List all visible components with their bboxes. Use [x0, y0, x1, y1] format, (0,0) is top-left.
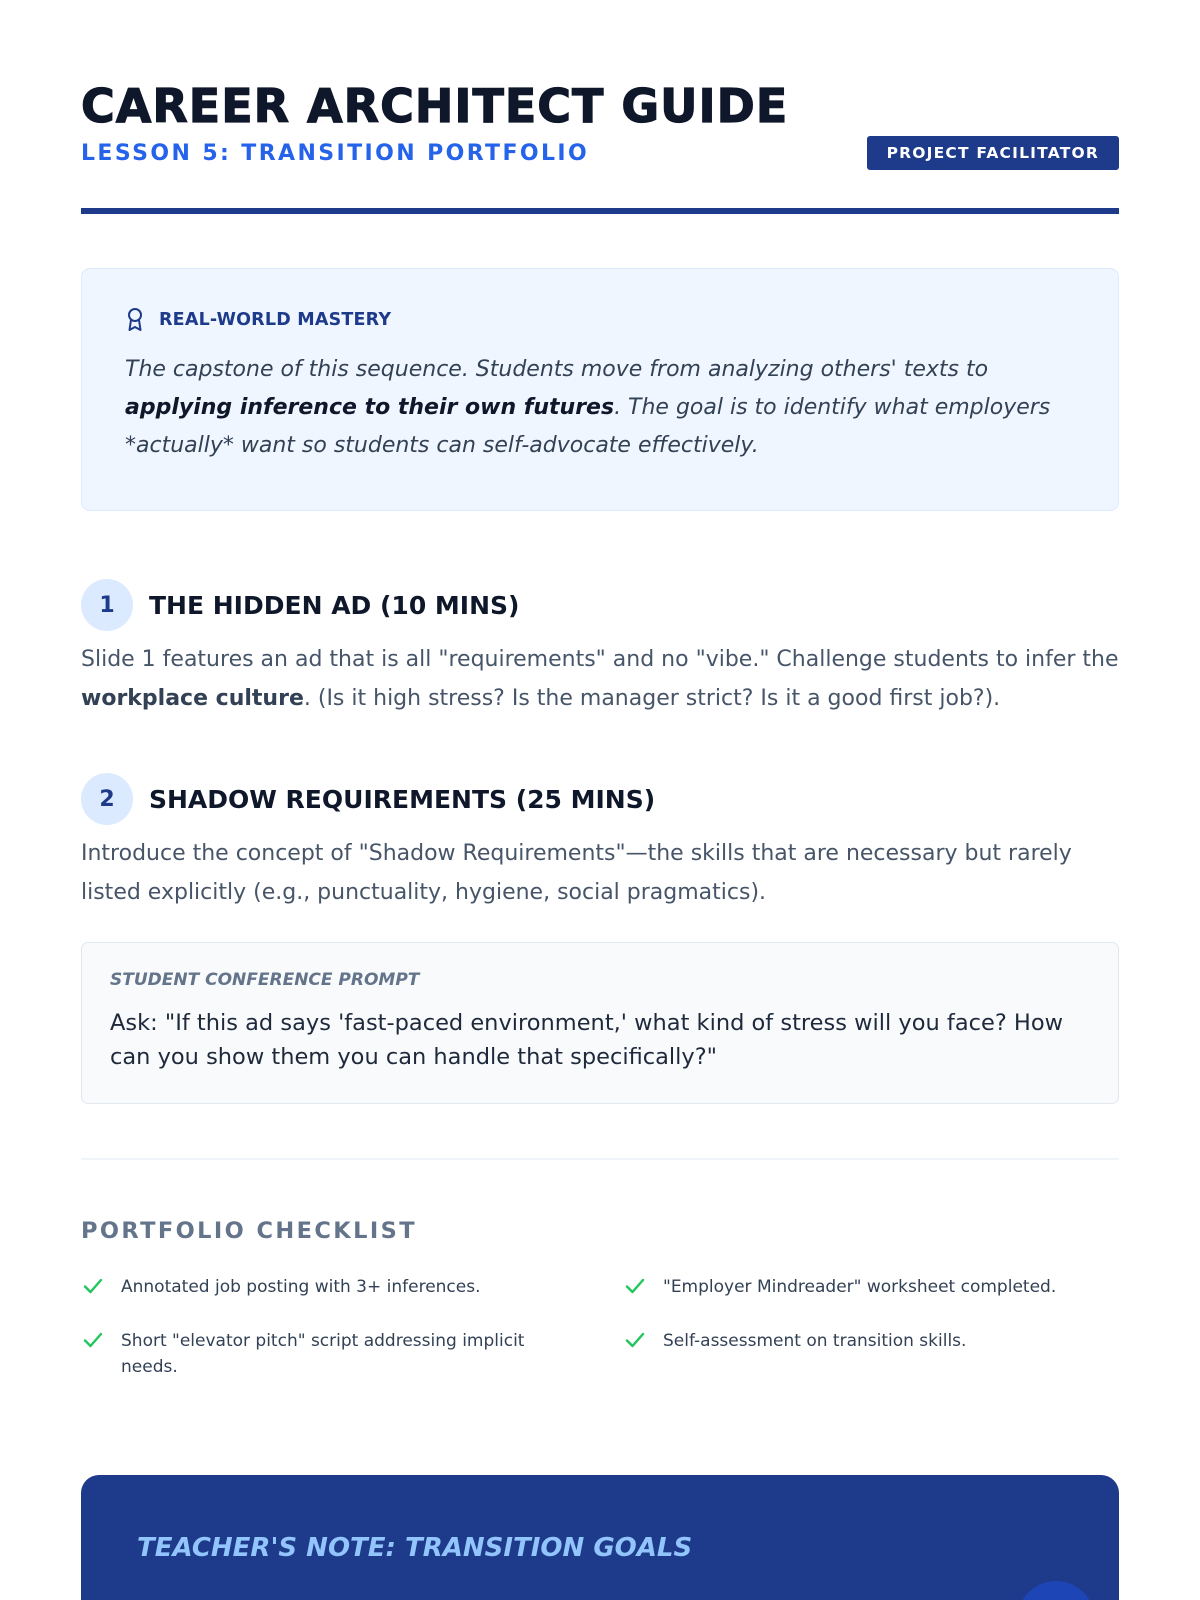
- teacher-note-title: TEACHER'S NOTE: TRANSITION GOALS: [137, 1533, 693, 1563]
- header-divider: [81, 208, 1119, 214]
- page-header: [81, 0, 1119, 214]
- prompt-title: STUDENT CONFERENCE PROMPT: [110, 970, 420, 990]
- checklist-title: PORTFOLIO CHECKLIST: [81, 1218, 417, 1244]
- step-text-emphasis: workplace culture: [81, 685, 304, 711]
- step-number-badge: 2: [81, 773, 133, 825]
- step-heading: [81, 773, 1119, 825]
- prompt-text: Ask: "If this ad says 'fast-paced environment,' what kind of stress will you face? How can you show them you can handle that specifically?": [110, 1010, 1064, 1070]
- mastery-callout: [81, 268, 1119, 511]
- mastery-text-emphasis: applying inference to their own futures: [125, 395, 615, 420]
- mastery-text-end: . The goal is to identify what employers *actually* want so students can self-advocate effectively.: [125, 395, 1051, 458]
- award-ribbon-icon: [125, 307, 145, 333]
- step-text-start: Slide 1 features an ad that is all "requirements" and no "vibe." Challenge students to infer the: [81, 647, 1119, 672]
- step-description: Introduce the concept of "Shadow Requirements"—the skills that are necessary but rarely listed explicitly (e.g., punctuality, hygiene, social pragmatics).: [81, 841, 1072, 905]
- checkmark-icon: [623, 1328, 647, 1352]
- mastery-text: [125, 351, 1075, 465]
- step-title: SHADOW REQUIREMENTS (25 MINS): [149, 784, 656, 814]
- step-description: [81, 641, 1119, 718]
- decorative-circle: [1017, 1581, 1095, 1600]
- checklist-item-text: Annotated job posting with 3+ inferences.: [121, 1277, 481, 1297]
- header-row: [81, 136, 1119, 170]
- checklist-item: [81, 1274, 577, 1301]
- step-text-end: . (Is it high stress? Is the manager strict? Is it a good first job?).: [303, 685, 1001, 711]
- checkmark-icon: [81, 1274, 105, 1298]
- conference-prompt-box: [81, 942, 1119, 1104]
- checklist-item-text: Self-assessment on transition skills.: [663, 1330, 967, 1351]
- page-title: CAREER ARCHITECT GUIDE: [81, 79, 789, 133]
- step-number-badge: 1: [81, 579, 133, 631]
- section-divider: [81, 1158, 1119, 1160]
- checkmark-icon: [623, 1274, 647, 1298]
- role-badge: PROJECT FACILITATOR: [867, 136, 1119, 170]
- checkmark-icon: [81, 1328, 105, 1352]
- portfolio-checklist: [81, 1218, 1119, 1381]
- checklist-item: [81, 1328, 577, 1381]
- lesson-label: LESSON 5: TRANSITION PORTFOLIO: [81, 140, 590, 166]
- checklist-item-text: Short "elevator pitch" script addressing implicit needs.: [121, 1330, 525, 1377]
- step-hidden-ad: [81, 579, 1119, 718]
- checklist-grid: [81, 1274, 1119, 1381]
- mastery-title: REAL-WORLD MASTERY: [159, 310, 392, 330]
- step-title: THE HIDDEN AD (10 MINS): [149, 590, 520, 620]
- checklist-item-text: "Employer Mindreader" worksheet completed.: [663, 1277, 1057, 1297]
- mastery-heading: [125, 307, 1075, 333]
- mastery-text-start: The capstone of this sequence. Students move from analyzing others' texts to: [125, 357, 989, 382]
- step-shadow-requirements: [81, 773, 1119, 1104]
- checklist-item: [623, 1274, 1119, 1301]
- step-heading: [81, 579, 1119, 631]
- checklist-item: [623, 1328, 1119, 1381]
- teacher-note-panel: [81, 1475, 1119, 1600]
